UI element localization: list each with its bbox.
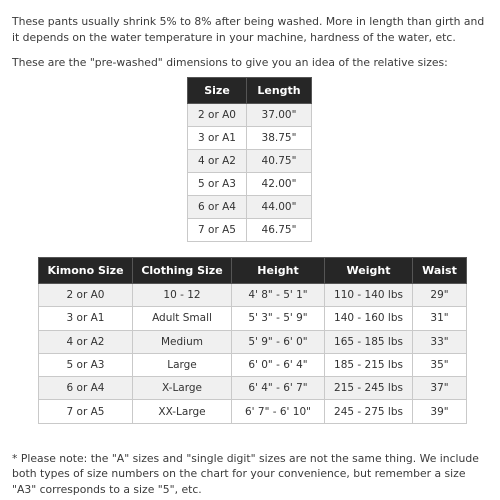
table-row <box>188 150 312 173</box>
table-row <box>188 219 312 242</box>
table-row <box>39 377 467 400</box>
table-row <box>188 127 312 150</box>
table-cell: 6 or A4 <box>188 196 247 219</box>
table-cell: 5' 3" - 5' 9" <box>232 307 325 330</box>
header-kimono-size: Kimono Size <box>39 258 133 284</box>
size-note: * Please note: the "A" sizes and "single digit" sizes are not the same thing. We include both types of size numbers on the chart for your convenience, but remember a size "A3" corresponds to a size "5", etc. <box>12 451 479 496</box>
table-cell: 7 or A5 <box>39 400 133 423</box>
table-row <box>39 400 467 423</box>
table-cell: 110 - 140 lbs <box>325 284 413 307</box>
table-cell: 37" <box>413 377 467 400</box>
table-cell: 39" <box>413 400 467 423</box>
table-cell: 44.00" <box>247 196 312 219</box>
table-cell: 31" <box>413 307 467 330</box>
table-cell: 5' 9" - 6' 0" <box>232 330 325 353</box>
prewashed-paragraph: These are the "pre-washed" dimensions to give you an idea of the relative sizes: <box>12 55 448 69</box>
table-cell: 245 - 275 lbs <box>325 400 413 423</box>
table-cell: XX-Large <box>133 400 232 423</box>
table-row <box>188 196 312 219</box>
table-cell: 10 - 12 <box>133 284 232 307</box>
table-cell: Medium <box>133 330 232 353</box>
table-cell: X-Large <box>133 377 232 400</box>
header-length: Length <box>247 78 312 104</box>
table-row <box>39 307 467 330</box>
table-cell: 2 or A0 <box>39 284 133 307</box>
table-cell: 4 or A2 <box>39 330 133 353</box>
table-cell: 35" <box>413 353 467 376</box>
header-clothing-size: Clothing Size <box>133 258 232 284</box>
table-cell: 37.00" <box>247 104 312 127</box>
table-cell: 42.00" <box>247 173 312 196</box>
table-cell: 33" <box>413 330 467 353</box>
table-row <box>188 173 312 196</box>
table-row <box>39 330 467 353</box>
table-cell: Large <box>133 353 232 376</box>
table-cell: 7 or A5 <box>188 219 247 242</box>
header-height: Height <box>232 258 325 284</box>
size-chart-table <box>38 257 467 424</box>
table-cell: 40.75" <box>247 150 312 173</box>
size-chart-header <box>39 258 467 284</box>
header-waist: Waist <box>413 258 467 284</box>
table-cell: 165 - 185 lbs <box>325 330 413 353</box>
table-cell: 4 or A2 <box>188 150 247 173</box>
table-cell: 46.75" <box>247 219 312 242</box>
table-row <box>188 104 312 127</box>
table-cell: 6' 4" - 6' 7" <box>232 377 325 400</box>
table-cell: 29" <box>413 284 467 307</box>
table-cell: Adult Small <box>133 307 232 330</box>
table-cell: 4' 8" - 5' 1" <box>232 284 325 307</box>
table-cell: 38.75" <box>247 127 312 150</box>
table-cell: 6 or A4 <box>39 377 133 400</box>
header-size: Size <box>188 78 247 104</box>
table-cell: 3 or A1 <box>188 127 247 150</box>
table-cell: 5 or A3 <box>188 173 247 196</box>
table-cell: 2 or A0 <box>188 104 247 127</box>
intro-paragraph: These pants usually shrink 5% to 8% after being washed. More in length than girth and it depends on the water temperature in your machine, hardness of the water, etc. <box>12 14 485 44</box>
table-cell: 5 or A3 <box>39 353 133 376</box>
table-cell: 3 or A1 <box>39 307 133 330</box>
length-table <box>187 77 312 242</box>
length-table-header <box>188 78 312 104</box>
header-weight: Weight <box>325 258 413 284</box>
table-cell: 185 - 215 lbs <box>325 353 413 376</box>
table-row <box>39 353 467 376</box>
table-cell: 215 - 245 lbs <box>325 377 413 400</box>
table-cell: 6' 7" - 6' 10" <box>232 400 325 423</box>
table-cell: 140 - 160 lbs <box>325 307 413 330</box>
table-cell: 6' 0" - 6' 4" <box>232 353 325 376</box>
table-row <box>39 284 467 307</box>
